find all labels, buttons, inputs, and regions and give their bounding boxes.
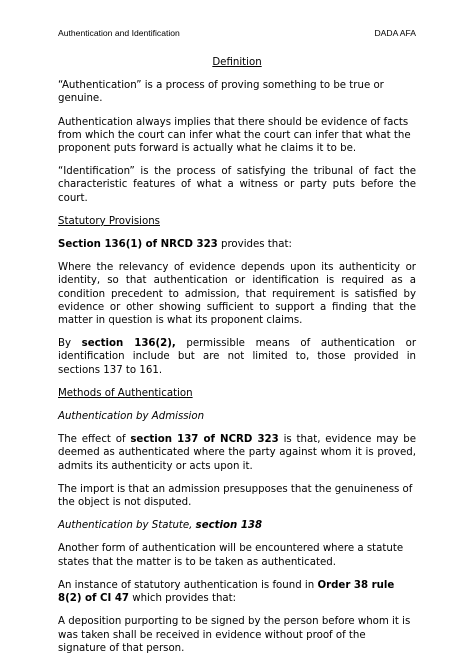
section-136-2-pre: By	[58, 338, 82, 350]
definition-heading: Definition	[212, 57, 262, 68]
section-136-quote: Where the relevancy of evidence depends upon its authenticity or identity, so that authentication or identification is required as a condition precedent to admission, that requirement is satisfied by evidence or other showing sufficient to support a finding that the matter in question is what its proponent claims.	[58, 262, 416, 327]
section-136-2-paragraph	[58, 337, 416, 377]
instance-paragraph	[58, 579, 416, 605]
methods-heading: Methods of Authentication	[58, 387, 193, 399]
section-136-intro	[58, 238, 416, 251]
section-137-citation: section 137 of NCRD 323	[130, 434, 279, 446]
section-136-citation: Section 136(1) of NRCD 323	[58, 239, 218, 251]
identification-definition: “Identification” is the process of satisfying the tribunal of fact the characteristic features of what a witness or party puts before the court.	[58, 166, 416, 204]
section-137-paragraph	[58, 433, 416, 473]
header-author: DADA AFA	[374, 28, 416, 38]
deposition-quote: A deposition purporting to be signed by the person before whom it is was taken shall be received in evidence without proof of the signature of that person.	[58, 616, 411, 654]
statute-heading-section: section 138	[195, 520, 263, 532]
authentication-definition: “Authentication” is a process of proving something to be true or genuine.	[58, 80, 384, 105]
section-137-text: is that, evidence may be deemed as authenticated where the party against whom it is proved, admits its authenticity or acts upon it.	[58, 434, 417, 472]
admission-heading: Authentication by Admission	[58, 411, 205, 423]
document-body	[58, 56, 416, 665]
section-136-2-text: permissible means of authentication or identification include but are not limited to, those provided in sections 137 to 161.	[58, 338, 417, 376]
authentication-implies-paragraph: Authentication always implies that there should be evidence of facts from which the court can infer what the court can infer that what the proponent puts forward is actually what he claims it to be.	[58, 116, 411, 155]
another-form-paragraph: Another form of authentication will be encountered where a statute states that the matter is to be taken as authenticated.	[58, 543, 404, 568]
instance-citation: Order 38 rule 8(2) of CI 47	[58, 579, 395, 605]
statutory-provisions-heading: Statutory Provisions	[58, 215, 160, 227]
statute-heading-text: Authentication by Statute,	[58, 520, 196, 532]
statute-heading	[58, 519, 416, 532]
instance-pre: An instance of statutory authentication is found in	[58, 579, 318, 591]
section-137-pre: The effect of	[58, 434, 131, 446]
section-136-2-citation: section 136(2),	[81, 338, 176, 350]
import-paragraph: The import is that an admission presupposes that the genuineness of the object is not disputed.	[58, 483, 413, 509]
instance-post: which provides that:	[129, 593, 237, 605]
section-136-intro-text: provides that:	[217, 239, 292, 251]
header-title: Authentication and Identification	[58, 28, 180, 38]
